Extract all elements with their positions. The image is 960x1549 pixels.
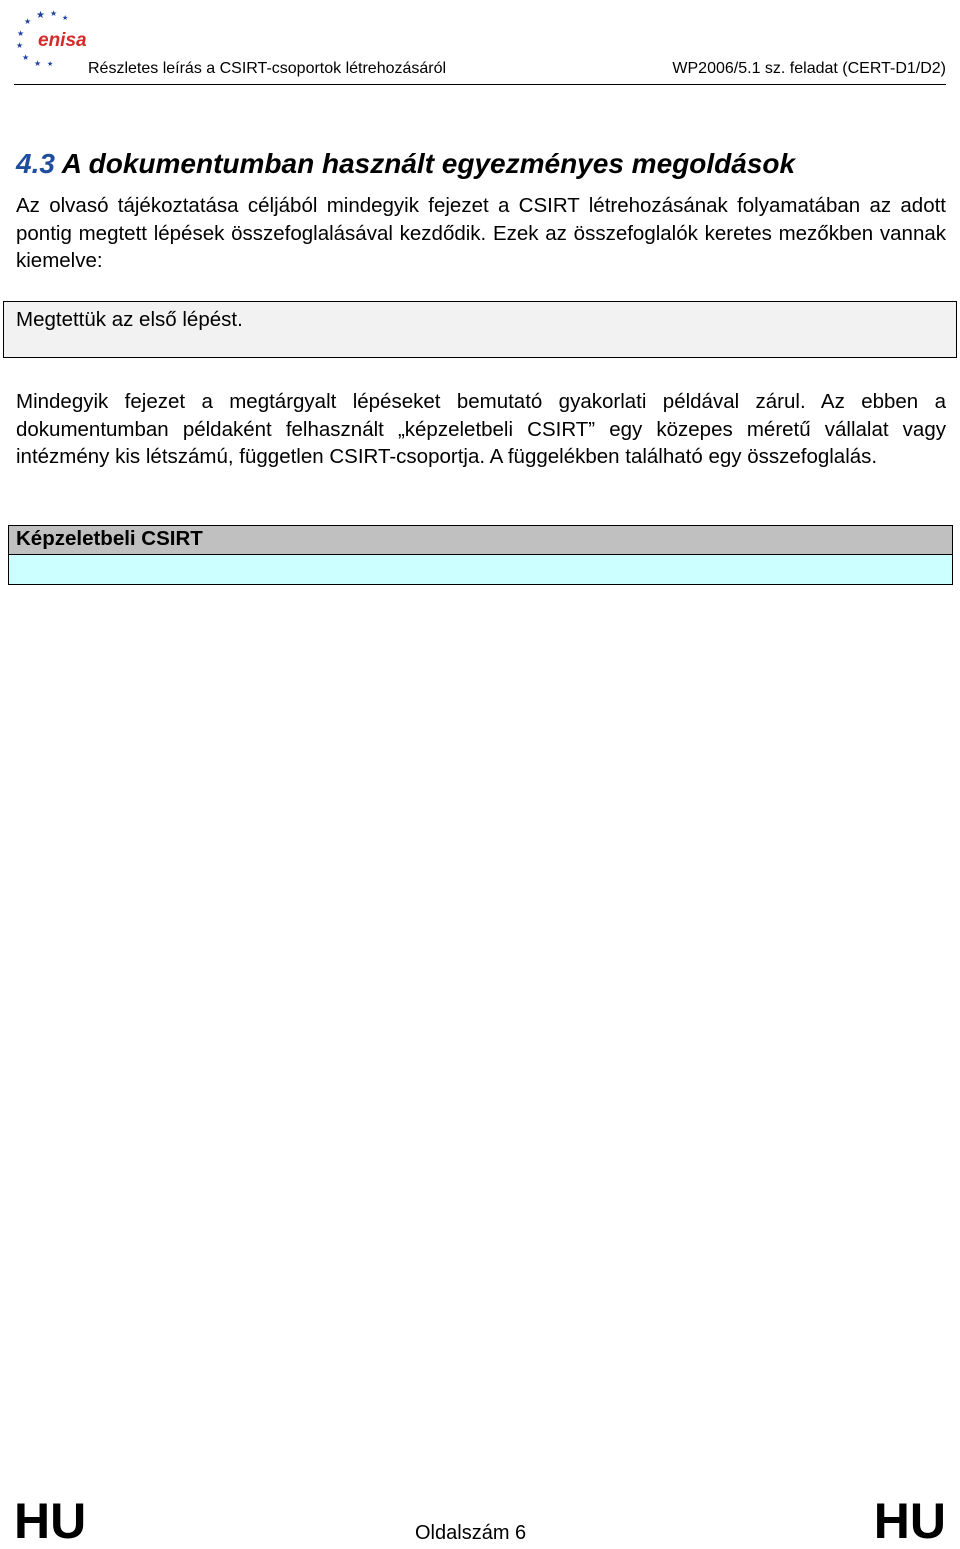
section-number: 4.3 <box>16 148 55 179</box>
section-title: A dokumentumban használt egyezményes megoldások <box>61 148 796 179</box>
header-divider <box>14 84 946 85</box>
svg-text:★: ★ <box>16 41 24 50</box>
example-box-title: Képzeletbeli CSIRT <box>8 525 953 554</box>
svg-text:★: ★ <box>47 60 54 68</box>
svg-text:★: ★ <box>22 53 30 62</box>
summary-box-text: Megtettük az első lépést. <box>16 308 243 331</box>
summary-box <box>3 301 957 358</box>
intro-paragraph: Az olvasó tájékoztatása céljából mindegyik fejezet a CSIRT létrehozásának folyamatában az adott pontig megtett lépések összefoglalásával kezdődik. Ezek az összefoglalók keretes mezőkben vannak kiemelve: <box>16 194 946 273</box>
section-heading <box>16 148 795 180</box>
footer-language-left: HU <box>14 1493 87 1549</box>
svg-text:enisa: enisa <box>38 30 87 51</box>
svg-text:★: ★ <box>24 17 32 26</box>
header-task-reference: WP2006/5.1 sz. feladat (CERT-D1/D2) <box>672 60 946 77</box>
svg-text:★: ★ <box>17 29 25 38</box>
example-box <box>8 525 953 585</box>
svg-text:★: ★ <box>62 14 69 22</box>
header-document-title: Részletes leírás a CSIRT-csoportok létrehozásáról <box>88 60 447 77</box>
footer-page-number: Oldalszám 6 <box>415 1522 527 1544</box>
svg-text:★: ★ <box>34 59 42 68</box>
svg-text:★: ★ <box>36 10 45 21</box>
example-box-body <box>8 554 953 585</box>
footer-language-right: HU <box>873 1493 946 1549</box>
enisa-logo <box>14 4 94 70</box>
example-paragraph: Mindegyik fejezet a megtárgyalt lépéseket bemutató gyakorlati példával zárul. Az ebben a dokumentumban példaként felhasznált „képzeletbeli CSIRT” egy közepes méretű vállalat vagy intézmény kis létszámú, független CSIRT-csoportja. A függelékben található egy összefoglalás. <box>16 390 946 469</box>
svg-text:★: ★ <box>50 9 58 18</box>
enisa-logo-graphic <box>14 4 94 70</box>
